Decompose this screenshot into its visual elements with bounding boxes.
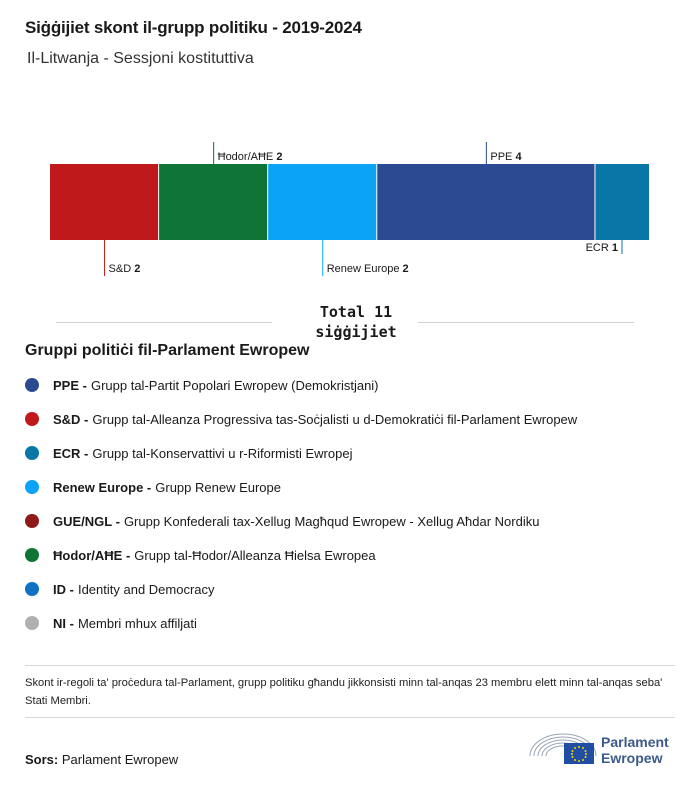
- segment-label: [327, 263, 409, 275]
- bar-segment: [377, 164, 594, 240]
- legend-item: [25, 504, 577, 538]
- parliament-hemicycle-icon: [528, 728, 598, 768]
- total-count: 11: [374, 303, 393, 321]
- stacked-seat-bar-chart: [0, 130, 700, 290]
- segment-category: Renew Europe: [326, 263, 403, 275]
- bar-segment: [50, 164, 158, 240]
- legend-item: [25, 368, 577, 402]
- bar-segment: [159, 164, 267, 240]
- legend: [25, 368, 577, 640]
- legend-abbr: GUE/NGL -: [53, 513, 120, 529]
- legend-item: [25, 470, 577, 504]
- source-line: [25, 752, 178, 767]
- legend-abbr: PPE -: [53, 377, 87, 393]
- legend-item: [25, 436, 577, 470]
- legend-item: [25, 606, 577, 640]
- source-value: Parlament Ewropew: [61, 752, 179, 767]
- legend-swatch-icon: [25, 582, 39, 596]
- legend-abbr: S&D -: [53, 411, 89, 427]
- legend-name: Grupp tal-Alleanza Progressiva tas-Soċjalisti u d-Demokratiċi fil-Parlament Ewropew: [92, 411, 578, 427]
- divider: [25, 717, 675, 718]
- bar-segment: [268, 164, 376, 240]
- segment-category: Ħodor/AĦE: [217, 151, 277, 163]
- segment-value: 1: [611, 242, 618, 254]
- legend-item: [25, 538, 577, 572]
- segment-value: 2: [276, 151, 283, 163]
- segment-value: 4: [515, 151, 522, 163]
- total-label: [306, 302, 406, 342]
- european-parliament-logo: [528, 728, 678, 768]
- segment-label: [586, 242, 618, 254]
- legend-name: Identity and Democracy: [77, 581, 215, 597]
- legend-swatch-icon: [25, 548, 39, 562]
- legend-name: Grupp tal-Partit Popolari Ewropew (Demokristjani): [90, 377, 379, 393]
- legend-swatch-icon: [25, 412, 39, 426]
- legend-name: Grupp tal-Konservattivi u r-Riformisti Ewropej: [92, 445, 353, 461]
- legend-name: Grupp tal-Ħodor/Alleanza Ħielsa Ewropea: [134, 547, 376, 563]
- legend-abbr: ID -: [53, 581, 74, 597]
- divider: [25, 665, 675, 666]
- legend-abbr: Renew Europe -: [53, 479, 152, 495]
- legend-title: Gruppi politiċi fil-Parlament Ewropew: [25, 342, 310, 359]
- total-divider-right: [418, 322, 634, 323]
- total-divider-left: [56, 322, 272, 323]
- logo-line2: Ewropew: [601, 750, 663, 766]
- total-seats: [56, 302, 634, 342]
- segment-value: 2: [402, 263, 409, 275]
- chart-title: Siġġijiet skont il-grupp politiku - 2019-2024: [25, 18, 362, 37]
- legend-name: Grupp Konfederali tax-Xellug Magħqud Ewropew - Xellug Aħdar Nordiku: [123, 513, 540, 529]
- footnote: Skont ir-regoli ta' proċedura tal-Parlament, grupp politiku għandu jikkonsisti minn tal-anqas 23 membru elett minn tal-anqas seba' Stati Membri.: [25, 677, 663, 707]
- segment-label: [218, 151, 283, 163]
- segment-category: ECR: [585, 242, 612, 254]
- legend-abbr: ECR -: [53, 445, 89, 461]
- legend-name: Grupp Renew Europe: [155, 479, 281, 495]
- legend-abbr: Ħodor/AĦE -: [53, 547, 131, 563]
- source-label: Sors:: [25, 752, 59, 767]
- total-word: Total: [319, 303, 366, 321]
- legend-swatch-icon: [25, 378, 39, 392]
- legend-item: [25, 402, 577, 436]
- segment-category: PPE: [490, 151, 516, 163]
- segment-category: S&D: [108, 263, 135, 275]
- legend-swatch-icon: [25, 616, 39, 630]
- segment-value: 2: [134, 263, 141, 275]
- legend-swatch-icon: [25, 514, 39, 528]
- segment-label: [490, 151, 522, 163]
- bar-segment: [595, 164, 649, 240]
- legend-swatch-icon: [25, 480, 39, 494]
- legend-abbr: NI -: [53, 615, 74, 631]
- legend-name: Membri mhux affiljati: [77, 615, 197, 631]
- logo-text: [601, 734, 669, 766]
- logo-line1: Parlament: [601, 734, 669, 750]
- legend-item: [25, 572, 577, 606]
- chart-subtitle: Il-Litwanja - Sessjoni kostituttiva: [27, 50, 254, 67]
- segment-label: [109, 263, 141, 275]
- total-unit: siġġijiet: [315, 323, 397, 341]
- legend-swatch-icon: [25, 446, 39, 460]
